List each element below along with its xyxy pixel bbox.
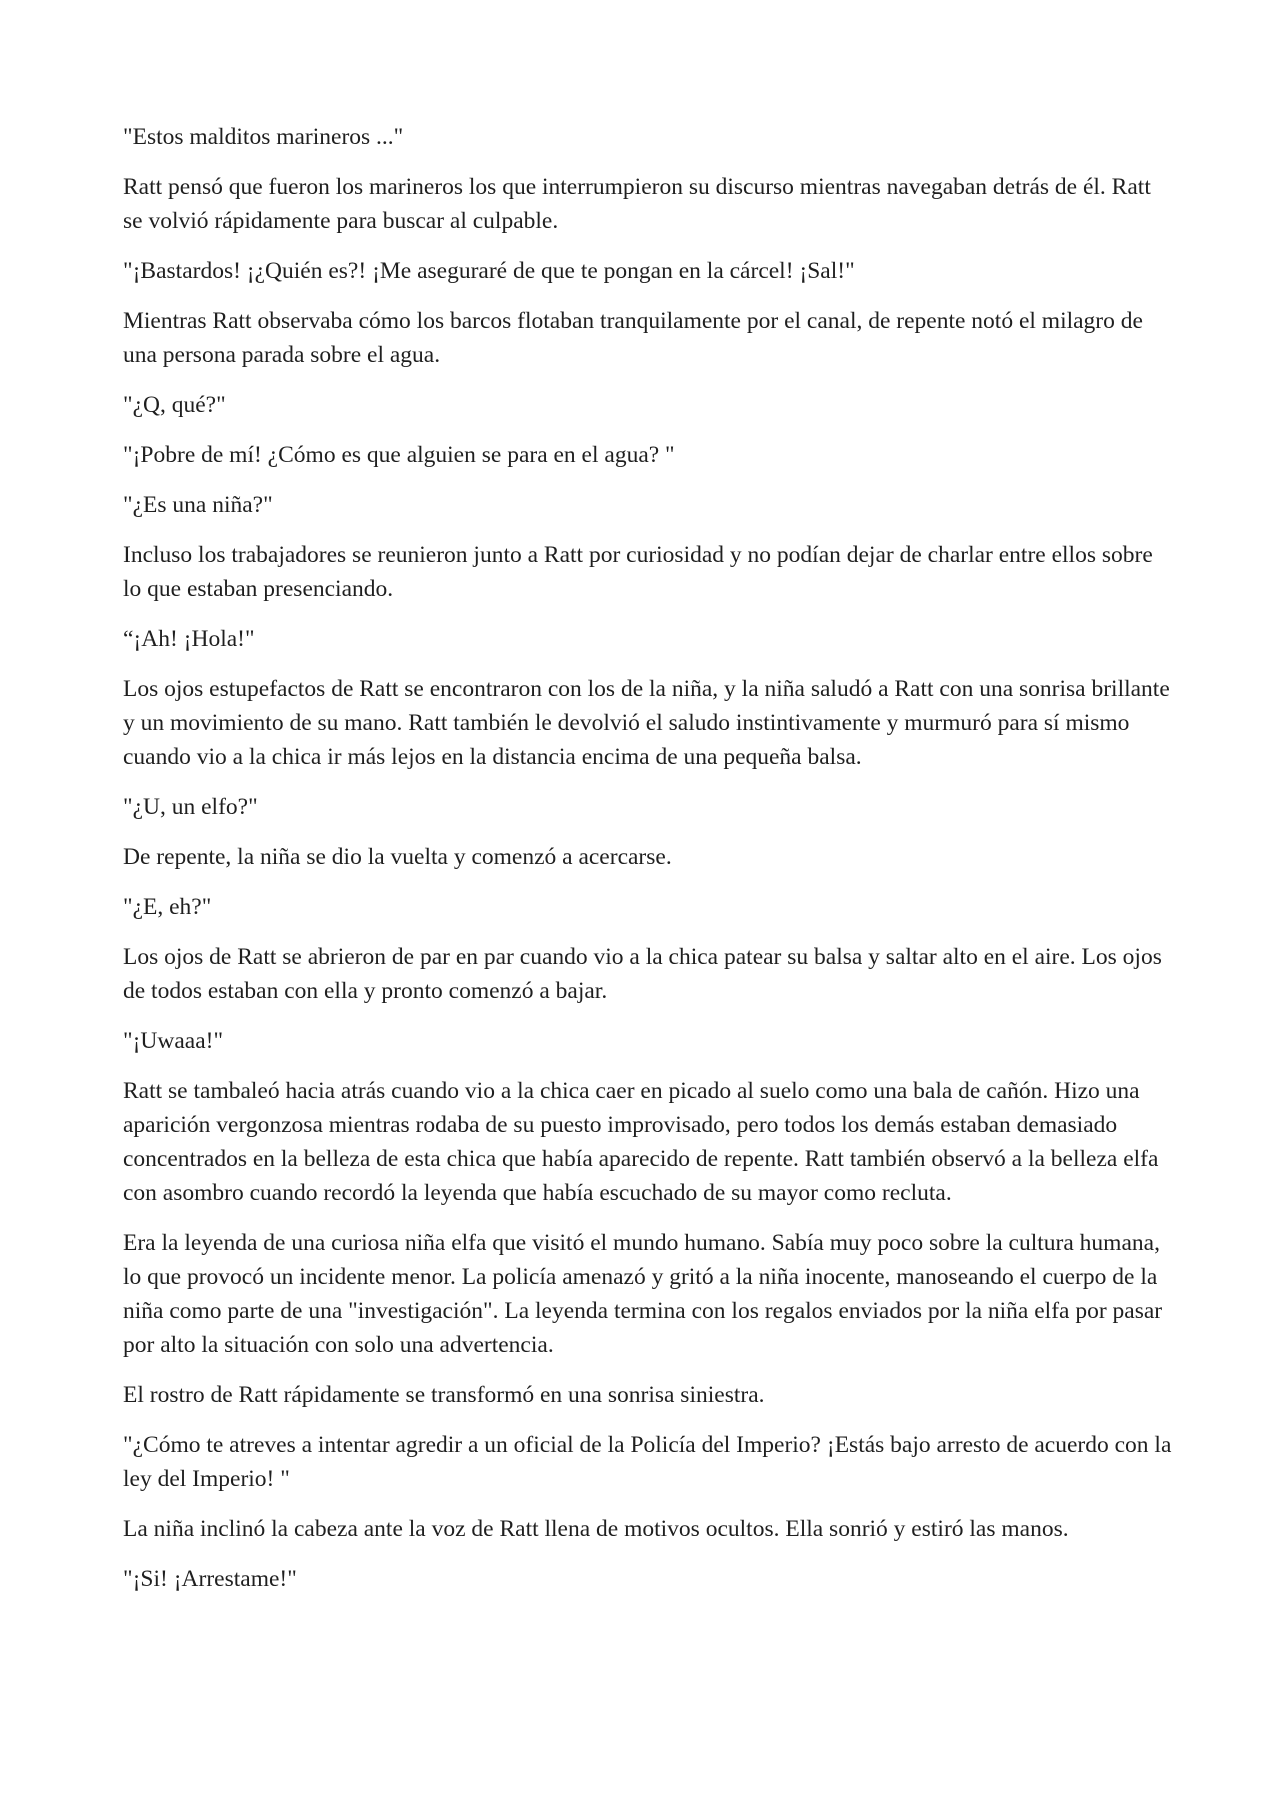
- paragraph-dialogue: "¡Si! ¡Arrestame!": [123, 1566, 297, 1592]
- paragraph-narration: Incluso los trabajadores se reunieron junto a Ratt por curiosidad y no podían dejar de charlar entre ellos sobre lo que estaban presenciando.: [123, 542, 1153, 602]
- paragraph-dialogue: "¿Es una niña?": [123, 492, 273, 518]
- paragraph-dialogue: "¿Cómo te atreves a intentar agredir a un oficial de la Policía del Imperio? ¡Estás bajo arresto de acuerdo con la ley del Imperio! ": [123, 1432, 1172, 1492]
- paragraph-dialogue: "¡Bastardos! ¡¿Quién es?! ¡Me aseguraré de que te pongan en la cárcel! ¡Sal!": [123, 258, 855, 284]
- paragraph-narration: Ratt pensó que fueron los marineros los que interrumpieron su discurso mientras navegaban detrás de él. Ratt se volvió rápidamente para buscar al culpable.: [123, 174, 1151, 234]
- paragraph-dialogue: "¡Uwaaa!": [123, 1028, 224, 1054]
- paragraph-narration: La niña inclinó la cabeza ante la voz de Ratt llena de motivos ocultos. Ella sonrió y estiró las manos.: [123, 1516, 1069, 1542]
- paragraph-dialogue: "¿U, un elfo?": [123, 794, 258, 820]
- paragraph-narration: El rostro de Ratt rápidamente se transformó en una sonrisa siniestra.: [123, 1382, 765, 1408]
- document-body: [123, 120, 1173, 1612]
- paragraph-dialogue: "¿E, eh?": [123, 894, 212, 920]
- paragraph-dialogue: “¡Ah! ¡Hola!": [123, 626, 255, 652]
- paragraph-narration: De repente, la niña se dio la vuelta y comenzó a acercarse.: [123, 844, 672, 870]
- paragraph-narration: Los ojos estupefactos de Ratt se encontraron con los de la niña, y la niña saludó a Ratt con una sonrisa brillante y un movimiento de su mano. Ratt también le devolvió el saludo instintivamente y murmuró para sí mismo cuando vio a la chica ir más lejos en la distancia encima de una pequeña balsa.: [123, 676, 1170, 770]
- paragraph-dialogue: "¿Q, qué?": [123, 392, 226, 418]
- paragraph-dialogue: "¡Pobre de mí! ¿Cómo es que alguien se para en el agua? ": [123, 442, 675, 468]
- paragraph-narration: Era la leyenda de una curiosa niña elfa que visitó el mundo humano. Sabía muy poco sobre la cultura humana, lo que provocó un incidente menor. La policía amenazó y gritó a la niña inocente, manoseando el cuerpo de la niña como parte de una "investigación". La leyenda termina con los regalos enviados por la niña elfa por pasar por alto la situación con solo una advertencia.: [123, 1230, 1163, 1358]
- paragraph-narration: Los ojos de Ratt se abrieron de par en par cuando vio a la chica patear su balsa y saltar alto en el aire. Los ojos de todos estaban con ella y pronto comenzó a bajar.: [123, 944, 1162, 1004]
- paragraph-narration: Ratt se tambaleó hacia atrás cuando vio a la chica caer en picado al suelo como una bala de cañón. Hizo una aparición vergonzosa mientras rodaba de su puesto improvisado, pero todos los demás estaban demasiado concentrados en la belleza de esta chica que había aparecido de repente. Ratt también observó a la belleza elfa con asombro cuando recordó la leyenda que había escuchado de su mayor como recluta.: [123, 1078, 1159, 1206]
- paragraph-dialogue: "Estos malditos marineros ...": [123, 124, 404, 150]
- paragraph-narration: Mientras Ratt observaba cómo los barcos flotaban tranquilamente por el canal, de repente notó el milagro de una persona parada sobre el agua.: [123, 308, 1143, 368]
